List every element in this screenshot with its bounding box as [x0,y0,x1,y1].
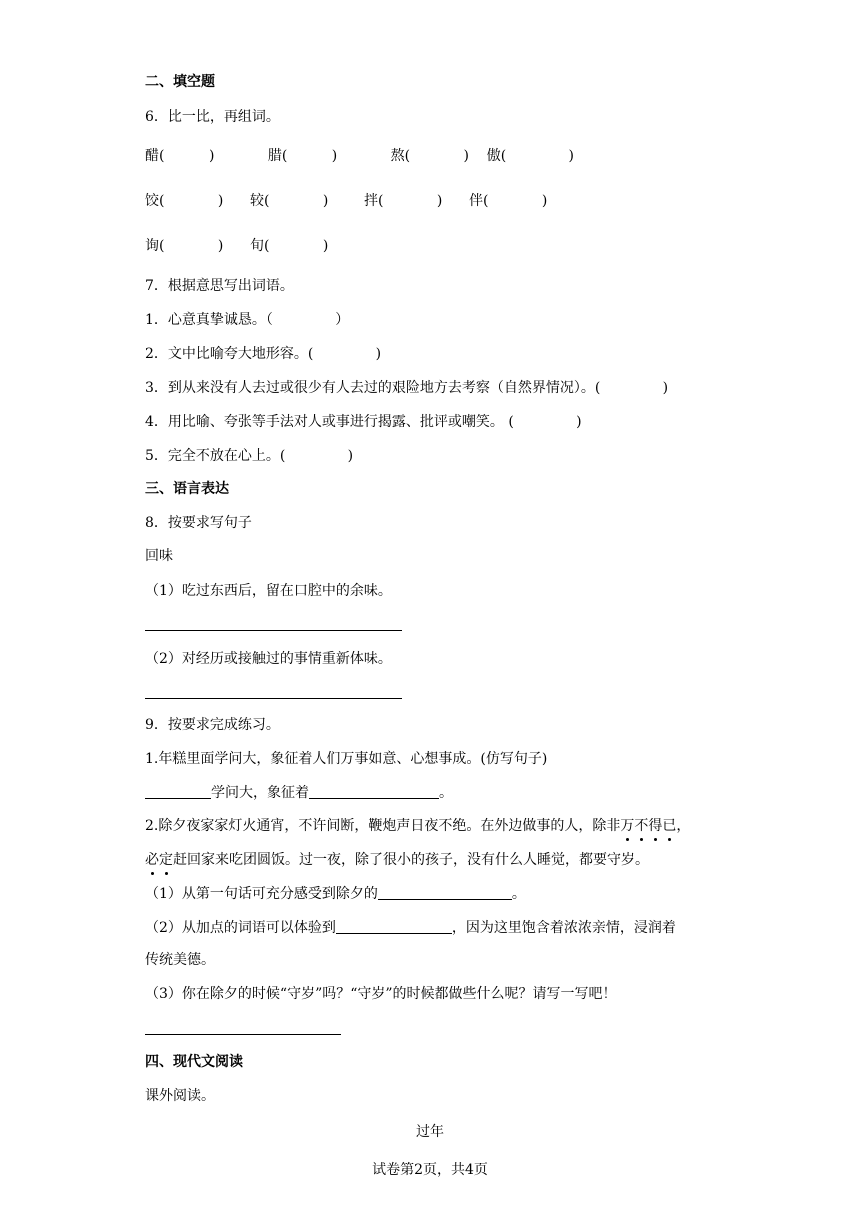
q8-prompt: 8．按要求写句子 [145,515,252,531]
q7-item-4: 4．用比喻、夸张等手法对人或事进行揭露、批评或嘲笑。 ( ) [145,414,582,430]
page-footer: 试卷第2页，共4页 [372,1162,488,1178]
q9-sub-2 [145,918,676,938]
q9-answer-line[interactable] [145,1034,341,1035]
q9-sub-1 [145,884,526,904]
dotted-word-2 [145,852,173,868]
imitate-blank-2[interactable] [309,784,439,799]
q7-item-1: 1．心意真挚诚恳。（ ） [145,312,350,328]
sub1-end: 。 [511,886,526,902]
q9-sub-2-line-2: 传统美德。 [145,952,215,968]
q8-sense-1: （1）吃过东西后，留在口腔中的余味。 [145,583,392,599]
q6-row-1: 醋( ) 腊( ) 熬( ) 傲( ) [145,148,575,164]
q8-answer-line-1[interactable] [145,630,402,631]
q6-row-3: 询( ) 旬( ) [145,238,329,254]
q9-item-1: 1.年糕里面学问大，象征着人们万事如意、心想事成。(仿写句子) [145,751,548,767]
emphasis-dot-char: 得 [648,818,663,834]
q7-item-5: 5．完全不放在心上。( ) [145,448,354,464]
q9-prompt: 9．按要求完成练习。 [145,717,280,733]
imitate-blank-1[interactable] [145,784,211,799]
passage-comma: ， [676,818,691,834]
reading-intro: 课外阅读。 [145,1088,215,1104]
q6-prompt: 6．比一比，再组词。 [145,109,280,125]
q9-sub-3: （3）你在除夕的时候“守岁”吗？“守岁”的时候都做些什么呢？请写一写吧！ [145,986,617,1002]
emphasis-dot-char: 定 [159,852,173,868]
emphasis-dot-char: 不 [634,818,649,834]
passage-text-2: 赶回家来吃团圆饭。过一夜，除了很小的孩子，没有什么人睡觉，都要守岁。 [173,852,649,868]
emphasis-dot-char: 必 [145,852,159,868]
sub2-text-b: ，因为这里饱含着浓浓亲情，浸润着 [451,920,676,936]
emphasis-dot-char: 万 [620,818,635,834]
section-title-language-expression: 三、语言表达 [145,481,229,497]
passage-text: 2.除夕夜家家灯火通宵，不许间断，鞭炮声日夜不绝。在外边做事的人，除非 [145,818,621,834]
q8-answer-line-2[interactable] [145,698,402,699]
reading-title: 过年 [416,1124,444,1140]
section-title-modern-reading: 四、现代文阅读 [145,1054,243,1070]
section-title-fill-blank: 二、填空题 [145,74,215,90]
imitate-mid: 学问大，象征着 [211,785,309,801]
q8-word: 回味 [145,548,173,564]
sub2-text: （2）从加点的词语可以体验到 [145,920,336,936]
dotted-word-1 [620,818,676,834]
emphasis-dot-char: 已 [662,818,677,834]
q7-prompt: 7．根据意思写出词语。 [145,278,294,294]
q7-item-2: 2．文中比喻夸大地形容。( ) [145,346,382,362]
sub1-text: （1）从第一句话可充分感受到除夕的 [145,886,378,902]
q9-imitate-line [145,783,453,803]
imitate-end: 。 [439,785,453,801]
q6-row-2: 饺( ) 较( ) 拌( ) 伴( ) [145,193,548,209]
q9-passage-line-1 [145,816,690,836]
q9-passage-line-2 [145,850,649,870]
sub2-blank[interactable] [336,919,452,934]
sub1-blank[interactable] [378,885,512,900]
q7-item-3: 3．到从来没有人去过或很少有人去过的艰险地方去考察（自然界情况）。( ) [145,380,669,396]
q8-sense-2: （2）对经历或接触过的事情重新体味。 [145,651,392,667]
